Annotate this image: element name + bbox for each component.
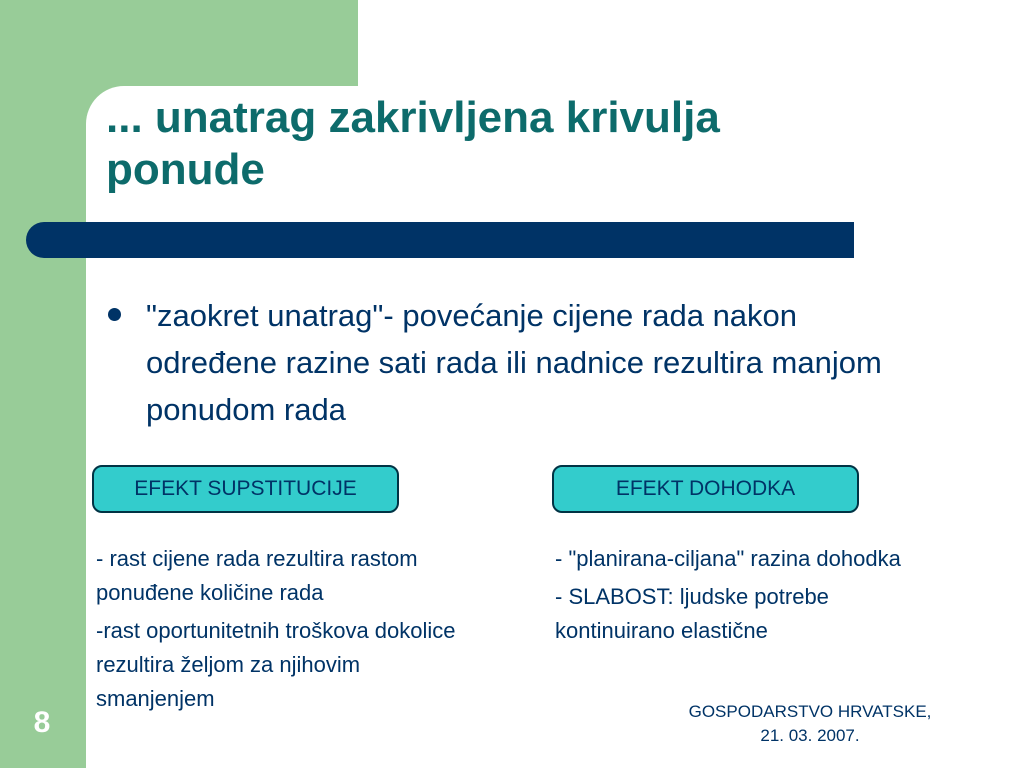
substitution-effect-points — [96, 542, 466, 720]
bullet-dot-icon — [108, 308, 121, 321]
substitution-point: - rast cijene rada rezultira rastom ponuđene količine rada — [96, 546, 418, 605]
main-bullet — [104, 292, 924, 433]
page-number: 8 — [33, 706, 51, 739]
income-point: - "planirana-ciljana" razina dohodka — [555, 546, 901, 571]
footer-line-1: GOSPODARSTVO HRVATSKE, — [688, 702, 932, 721]
title-underline-bar — [26, 222, 854, 258]
income-effect-points — [555, 542, 935, 652]
main-bullet-text: "zaokret unatrag"- povećanje cijene rada nakon određene razine sati rada ili nadnice rezultira manjom ponudom rada — [146, 298, 882, 427]
slide-title: ... unatrag zakrivljena krivulja ponude — [106, 93, 720, 194]
footer-line-2: 21. 03. 2007. — [760, 726, 860, 745]
substitution-point: -rast oportunitetnih troškova dokolice rezultira željom za njihovim smanjenjem — [96, 618, 456, 711]
income-point: - SLABOST: ljudske potrebe kontinuirano elastične — [555, 584, 829, 643]
substitution-effect-box: EFEKT SUPSTITUCIJE — [92, 465, 399, 513]
income-effect-box: EFEKT DOHODKA — [552, 465, 859, 513]
footer — [640, 700, 980, 748]
